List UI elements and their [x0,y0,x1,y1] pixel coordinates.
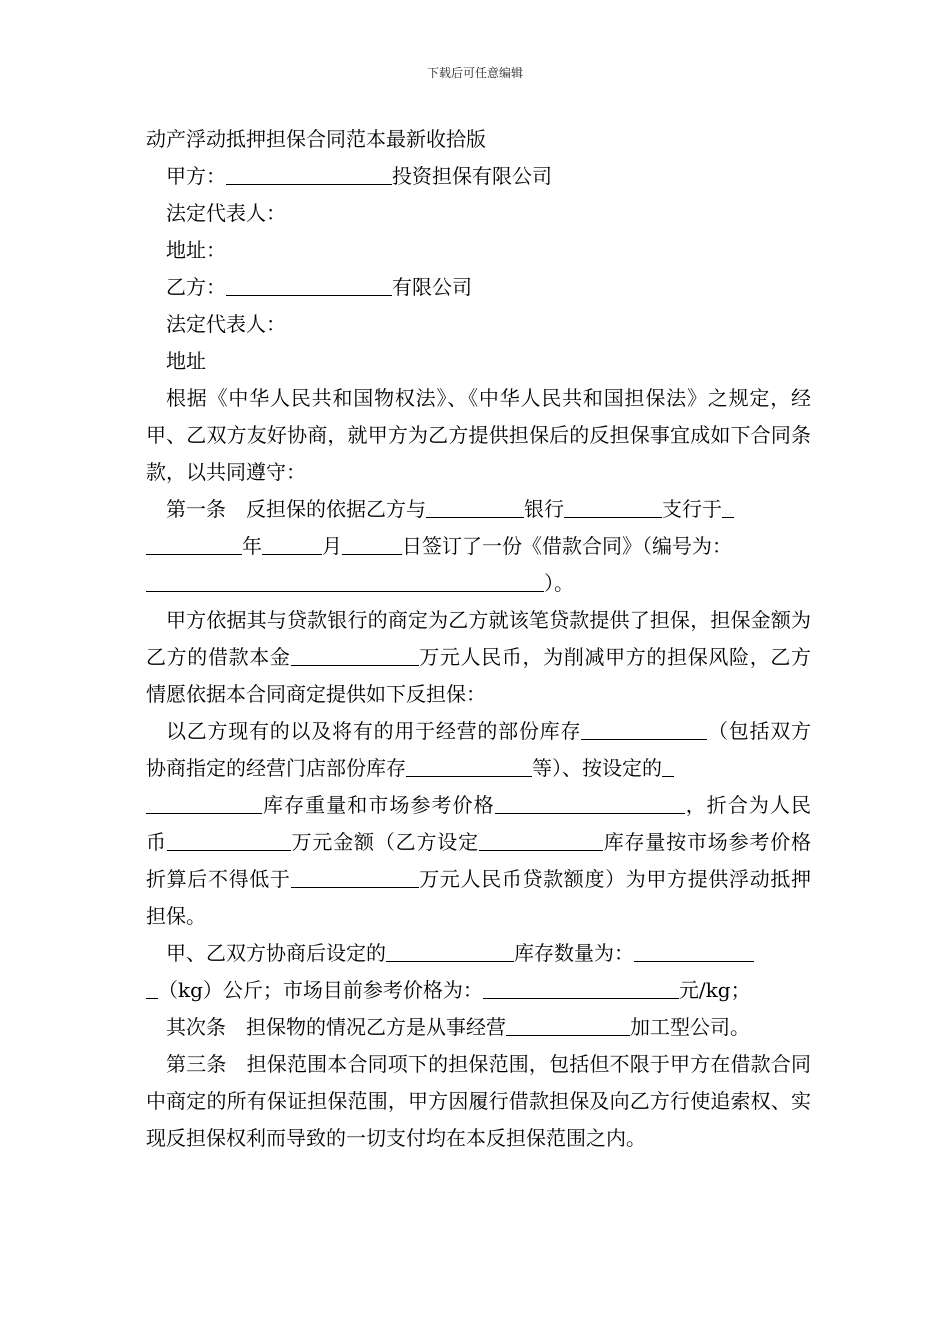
text-run: ）。 [544,571,574,595]
text-run: （包括双方协商指定的经营门店部份库存 [146,719,812,780]
blank-field[interactable] [634,941,754,962]
party-a-representative: 法定代表人： [166,201,286,225]
text-run: 第一条 反担保的依据乙方与 [166,497,426,521]
text-run: 万元人民币贷款额度）为甲方提供浮动抵押担保。 [146,867,812,928]
blank-field[interactable] [581,719,707,740]
blank-field[interactable] [146,571,544,592]
article-1 [146,491,811,602]
text-run: 甲、乙双方协商后设定的 [166,941,386,965]
party-b-representative: 法定代表人： [166,312,286,336]
blank-field[interactable] [495,793,685,814]
contract-document [146,121,811,1157]
text-run: 库存重量和市场参考价格 [262,793,495,817]
text-run: 元/kg； [678,978,751,1002]
blank-field[interactable] [291,645,419,666]
collateral-paragraph [146,713,811,935]
party-a-address: 地址： [166,238,226,262]
text-run: 加工型公司。 [630,1015,750,1039]
document-title: 动产浮动抵押担保合同范本最新收拾版 [146,127,486,151]
blank-field[interactable] [226,275,392,296]
article-3: 第三条 担保范围本合同项下的担保范围，包括但不限于甲方在借款合同中商定的所有保证担保范围，甲方因履行借款担保及向乙方行使追索权、实现反担保权利而导致的一切支付均在本反担保范围之内。 [146,1052,811,1150]
blank-field[interactable] [483,978,679,999]
text-run: 万元人民币，为削减甲方的担保风险，乙方情愿依据本合同商定提供如下反担保： [146,645,812,706]
text-run: 库存量按市场参考价格折算后不得低于 [146,830,812,891]
text-run: 甲方依据其与贷款银行的商定为乙方就该笔贷款提供了担保，担保金额为乙方的借款本金 [146,608,811,669]
text-run: 年 [242,534,262,558]
blank-field[interactable] [167,830,291,851]
text-run: 等）、按设定的 [532,756,662,780]
party-b-address: 地址 [166,349,206,373]
page-header-note: 下载后可任意编辑 [426,66,523,80]
blank-field[interactable] [479,830,603,851]
guarantee-paragraph [146,602,811,713]
party-b-suffix: 有限公司 [392,275,472,299]
text-run: 日签订了一份《借款合同》（编号为： [402,534,732,558]
party-b-label: 乙方： [166,275,226,299]
blank-field[interactable] [506,1015,630,1036]
text-run: 月 [322,534,342,558]
blank-field[interactable] [564,497,662,518]
blank-field[interactable] [146,534,242,555]
party-a-label: 甲方： [166,164,226,188]
party-a-line [146,158,811,195]
text-run: 万元金额（乙方设定 [290,830,479,854]
text-run: 其次条 担保物的情况乙方是从事经营 [166,1015,506,1039]
text-run: 银行 [524,497,564,521]
text-run: 以乙方现有的以及将有的用于经营的部份库存 [166,719,582,743]
quantity-paragraph [146,935,811,1009]
blank-field[interactable] [262,534,322,555]
article-2 [146,1009,811,1046]
blank-field[interactable] [386,941,514,962]
intro-paragraph: 根据《中华人民共和国物权法》、《中华人民共和国担保法》之规定，经甲、乙双方友好协商，就甲方为乙方提供担保后的反担保事宜成如下合同条款，以共同遵守： [146,386,811,484]
blank-field[interactable] [662,756,674,777]
text-run: （kg）公斤；市场目前参考价格为： [158,978,483,1002]
blank-field[interactable] [342,534,402,555]
party-a-suffix: 投资担保有限公司 [392,164,552,188]
blank-field[interactable] [426,497,524,518]
text-run: 支行于 [662,497,722,521]
party-b-line [146,269,811,306]
blank-field[interactable] [226,164,392,185]
blank-field[interactable] [406,756,532,777]
blank-field[interactable] [146,978,158,999]
text-run: 库存数量为： [514,941,634,965]
text-run: ，折合为人民币 [146,793,812,854]
blank-field[interactable] [722,497,734,518]
blank-field[interactable] [291,867,419,888]
blank-field[interactable] [146,793,262,814]
